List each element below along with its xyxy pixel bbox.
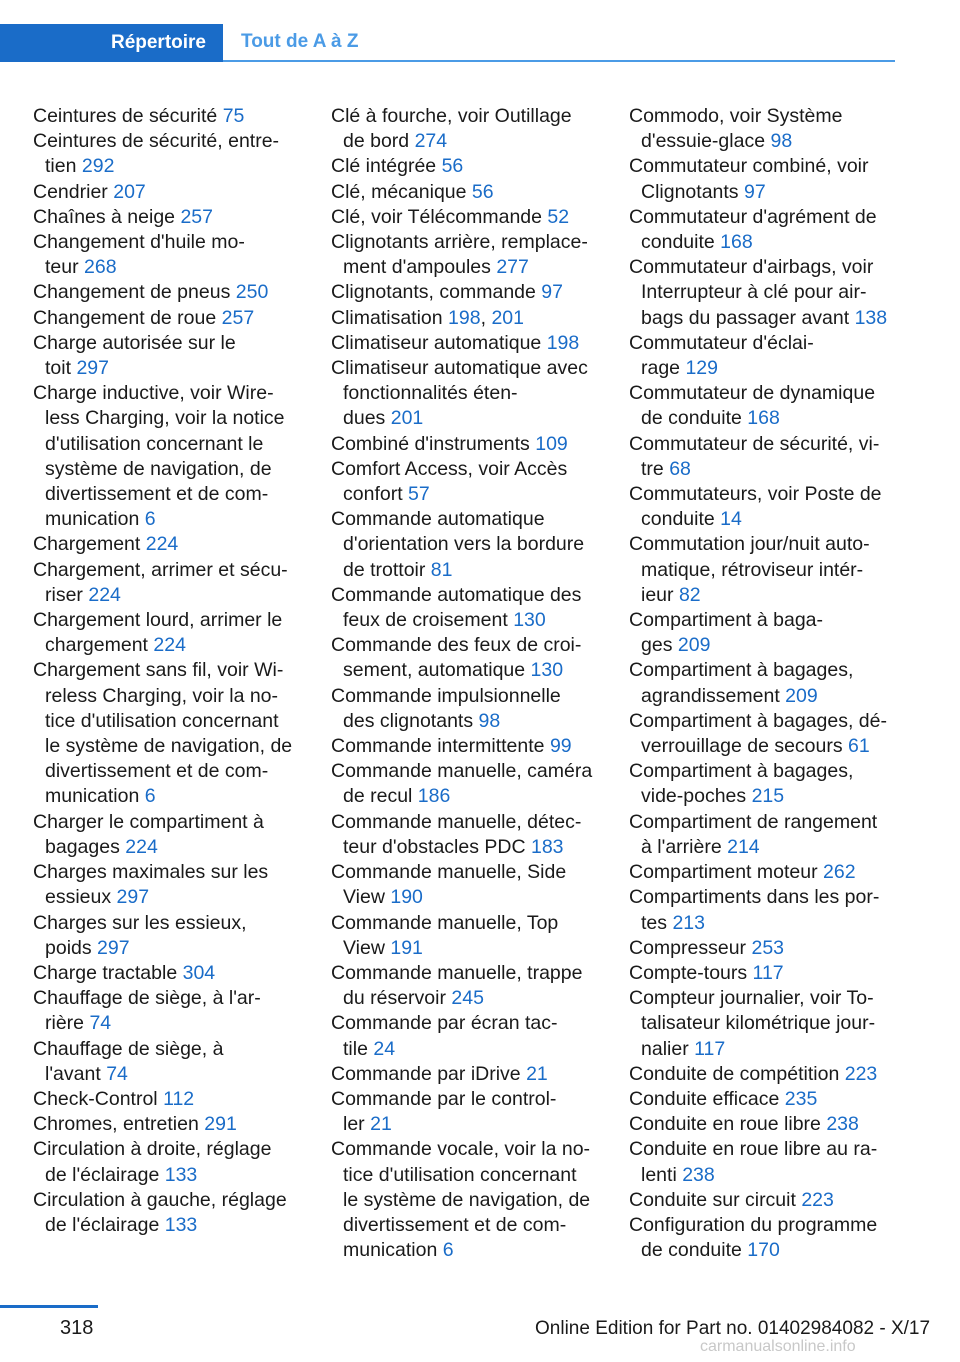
page-link[interactable]: 130 [513, 609, 546, 632]
index-entry: Compte-tours 117 [629, 961, 784, 984]
page-link[interactable]: 56 [441, 155, 464, 178]
page-link[interactable]: 97 [743, 180, 766, 203]
page-link[interactable]: 223 [801, 1188, 834, 1211]
index-entry: Charge autorisée sur le toit 297 [33, 331, 236, 380]
page-link[interactable]: 98 [770, 130, 793, 153]
page-link[interactable]: 198 [546, 331, 580, 354]
index-entry: Changement de roue 257 [33, 306, 255, 329]
index-entry: Climatiseur automatique avec fonctionnalités éten- dues 201 [331, 357, 588, 430]
page-link[interactable]: 6 [442, 1239, 454, 1262]
footer-rule [0, 1305, 98, 1308]
page-link[interactable]: 133 [164, 1163, 198, 1186]
index-column-1 [33, 104, 318, 1238]
page-link[interactable]: 291 [204, 1113, 237, 1136]
page-link[interactable]: 117 [752, 961, 784, 984]
page-link[interactable]: 170 [747, 1239, 780, 1262]
index-entry: Commande par le control- ler 21 [331, 1087, 557, 1136]
page-link[interactable]: 224 [145, 533, 179, 556]
index-entry: Commande vocale, voir la no- tice d'utilisation concernant le système de navigation, de divertissement et de com- munication 6 [331, 1138, 591, 1262]
index-entry: Compartiment à bagages, dé- verrouillage de secours 61 [629, 709, 887, 758]
index-entry: Commande automatique des feux de croisement 130 [331, 583, 582, 632]
index-entry: Compartiments dans les por- tes 213 [629, 886, 880, 934]
page-link[interactable]: 257 [221, 306, 255, 329]
page-link[interactable]: 190 [390, 886, 423, 909]
page-link[interactable]: 52 [547, 205, 570, 228]
index-entry: Ceintures de sécurité 75 [33, 105, 245, 127]
page-link[interactable]: 213 [672, 911, 705, 934]
index-entry: Charge inductive, voir Wire- less Charging, voir la notice d'utilisation concernant le système de navigation, de divertissement et de com- munication 6 [33, 382, 285, 531]
index-entry: Changement de pneus 250 [33, 281, 269, 304]
index-entry: Compartiment à baga- ges 209 [629, 609, 824, 657]
index-entry: Charges maximales sur les essieux 297 [33, 861, 269, 909]
page-link[interactable]: 81 [430, 558, 453, 581]
page-link[interactable]: 297 [76, 357, 109, 380]
page-link[interactable]: 68 [669, 457, 691, 480]
index-entry: Compartiment de rangement à l'arrière 214 [629, 810, 878, 858]
page-link[interactable]: 74 [106, 1062, 128, 1085]
page-link[interactable]: 75 [222, 105, 245, 127]
page-link[interactable]: 292 [81, 155, 115, 178]
index-entry: Commande par écran tac- tile 24 [331, 1012, 558, 1060]
page-link[interactable]: 224 [153, 634, 186, 657]
page-link[interactable]: 268 [84, 256, 117, 279]
page-link[interactable]: 74 [89, 1012, 112, 1035]
page-link[interactable]: 133 [164, 1213, 198, 1236]
watermark: carmanualsonline.info [700, 1338, 856, 1355]
index-entry: Compteur journalier, voir To- talisateur kilométrique jour- nalier 117 [629, 987, 876, 1060]
page-link[interactable]: 297 [97, 936, 130, 959]
index-entry: Conduite en roue libre au ra- lenti 238 [629, 1138, 878, 1186]
index-entry: Commutateur d'agrément de conduite 168 [629, 205, 877, 254]
page-link[interactable]: 117 [694, 1037, 726, 1060]
index-entry: Configuration du programme de conduite 170 [629, 1213, 878, 1262]
index-entry: Commutateur de sécurité, vi- tre 68 [629, 432, 880, 480]
page-link[interactable]: 214 [727, 835, 760, 858]
index-entry: Commande manuelle, trappe du réservoir 245 [331, 961, 583, 1010]
index-entry: Compresseur 253 [629, 936, 785, 959]
page-link[interactable]: 98 [478, 709, 501, 732]
index-entry: Charges sur les essieux, poids 297 [33, 911, 247, 959]
page-link[interactable]: 215 [751, 785, 785, 808]
index-entry: Commutateur d'éclai- rage 129 [629, 331, 814, 380]
edition-note: Online Edition for Part no. 01402984082 - X/17 [535, 1318, 931, 1339]
page-link[interactable]: 274 [414, 130, 448, 153]
page-link[interactable]: 245 [451, 987, 484, 1010]
index-entry: Circulation à droite, réglage de l'éclairage 133 [33, 1138, 272, 1186]
page-link[interactable]: 238 [826, 1113, 859, 1136]
index-entry: Commutateur d'airbags, voir Interrupteur à clé pour air- bags du passager avant 138 [629, 256, 888, 329]
index-entry: Commande manuelle, caméra de recul 186 [331, 760, 593, 808]
index-entry: Clé, voir Télécommande 52 [331, 205, 570, 228]
page-link[interactable]: 253 [751, 936, 785, 959]
page-link[interactable]: 138 [854, 306, 888, 329]
index-entry: Chargement 224 [33, 533, 179, 556]
page-link[interactable]: 109 [535, 432, 568, 455]
index-entry: Conduite de compétition 223 [629, 1062, 878, 1085]
page-link[interactable]: 201 [390, 407, 424, 430]
page-link[interactable]: 130 [530, 659, 564, 682]
index-entry: Commande automatique d'orientation vers la bordure de trottoir 81 [331, 508, 585, 581]
tab-repertoire[interactable]: Répertoire [0, 24, 223, 62]
index-entry: Clé, mécanique 56 [331, 180, 494, 203]
index-entry: Chargement sans fil, voir Wi- reless Charging, voir la no- tice d'utilisation concernant le système de navigation, de divertissement et de com- munication 6 [33, 659, 293, 808]
index-entry: Commande manuelle, détec- teur d'obstacles PDC 183 [331, 810, 582, 858]
index-entry: Clé intégrée 56 [331, 155, 464, 178]
index-entry: Commande impulsionnelle des clignotants 98 [331, 684, 561, 732]
page-link[interactable]: 6 [144, 785, 156, 808]
page-link[interactable]: 238 [682, 1163, 715, 1186]
page-link[interactable]: 304 [182, 961, 216, 984]
page-link[interactable]: 57 [408, 483, 430, 506]
index-entry: Compartiment à bagages, vide-poches 215 [629, 760, 854, 808]
page-link[interactable]: 21 [370, 1113, 392, 1136]
index-entry: Chromes, entretien 291 [33, 1113, 237, 1136]
index-entry: Compartiment à bagages, agrandissement 209 [629, 659, 854, 707]
index-entry: Charge tractable 304 [33, 961, 216, 984]
index-entry: Changement d'huile mo- teur 268 [33, 231, 245, 279]
page-link[interactable]: 97 [541, 281, 563, 304]
index-entry: Commutateurs, voir Poste de conduite 14 [629, 483, 882, 531]
index-entry: Commande des feux de croi- sement, automatique 130 [331, 634, 582, 682]
index-entry: Commande par iDrive 21 [331, 1062, 548, 1085]
page-link[interactable]: 99 [549, 735, 572, 758]
index-entry: Chauffage de siège, à l'ar- rière 74 [33, 987, 261, 1035]
index-entry: Conduite sur circuit 223 [629, 1188, 834, 1211]
index-entry: Chargement, arrimer et sécu- riser 224 [33, 558, 288, 606]
page-link[interactable]: 207 [113, 180, 146, 203]
index-entry: Climatiseur automatique 198 [331, 331, 580, 354]
page-link[interactable]: 168 [720, 231, 753, 254]
page-link[interactable]: 112 [163, 1087, 195, 1110]
page-link[interactable]: 183 [530, 835, 564, 858]
index-entry: Commande manuelle, Side View 190 [331, 861, 567, 909]
page-link[interactable]: 129 [685, 357, 718, 380]
index-entry: Commande intermittente 99 [331, 735, 572, 758]
page-link[interactable]: 198 [448, 306, 481, 329]
tab-tout-de-a-a-z[interactable]: Tout de A à Z [241, 31, 359, 52]
index-entry: Conduite en roue libre 238 [629, 1113, 859, 1136]
page-link[interactable]: 209 [785, 684, 818, 707]
index-entry: Chauffage de siège, à l'avant 74 [33, 1037, 224, 1085]
page-link[interactable]: 82 [678, 583, 701, 606]
page-link[interactable]: 6 [144, 508, 156, 531]
page-link[interactable]: 224 [88, 583, 121, 606]
index-entry: Commande manuelle, Top View 191 [331, 911, 559, 959]
page-link[interactable]: 21 [526, 1062, 548, 1085]
index-entry: Clignotants, commande 97 [331, 281, 563, 304]
page-link[interactable]: 186 [417, 785, 451, 808]
index-entry: Ceintures de sécurité, entre- tien 292 [33, 130, 280, 178]
page-link[interactable]: 250 [235, 281, 269, 304]
index-column-3 [629, 104, 919, 1263]
index-entry: Chargement lourd, arrimer le chargement 224 [33, 609, 283, 657]
index-entry: Comfort Access, voir Accès confort 57 [331, 457, 568, 506]
page-link[interactable]: 277 [496, 256, 529, 279]
index-entry: Commutateur combiné, voir Clignotants 97 [629, 155, 869, 203]
index-entry: Circulation à gauche, réglage de l'éclairage 133 [33, 1188, 287, 1236]
page-link[interactable]: 56 [471, 180, 494, 203]
page-link[interactable]: 223 [844, 1062, 878, 1085]
page-link[interactable]: 235 [784, 1087, 818, 1110]
page-link[interactable]: 262 [823, 861, 856, 884]
page-link[interactable]: 61 [848, 735, 870, 758]
index-entry: Clé à fourche, voir Outillage de bord 274 [331, 105, 572, 153]
page-link[interactable]: 201 [491, 306, 524, 329]
index-entry: Clignotants arrière, remplace- ment d'ampoules 277 [331, 231, 588, 279]
index-entry: Commutation jour/nuit auto- matique, rétroviseur intér- ieur 82 [629, 533, 870, 606]
page-link[interactable]: 14 [720, 508, 742, 531]
index-entry: Combiné d'instruments 109 [331, 432, 568, 455]
index-entry: Climatisation 198, 201 [331, 306, 524, 329]
index-entry: Commodo, voir Système d'essuie-glace 98 [629, 105, 843, 153]
page-link[interactable]: 191 [390, 936, 423, 959]
tab-underline [223, 60, 895, 62]
page-link[interactable]: 257 [180, 205, 213, 228]
index-entry: Charger le compartiment à bagages 224 [33, 810, 264, 858]
page-link[interactable]: 224 [125, 835, 158, 858]
page-link[interactable]: 24 [373, 1037, 396, 1060]
page-link[interactable]: 209 [677, 634, 711, 657]
page-link[interactable]: 297 [116, 886, 150, 909]
index-entry: Conduite efficace 235 [629, 1087, 818, 1110]
index-entry: Chaînes à neige 257 [33, 205, 213, 228]
index-entry: Cendrier 207 [33, 180, 146, 203]
index-entry: Check-Control 112 [33, 1087, 195, 1110]
index-entry: Compartiment moteur 262 [629, 861, 856, 884]
page-number: 318 [60, 1317, 94, 1339]
header-tabs [0, 24, 895, 62]
page-link[interactable]: 168 [747, 407, 780, 430]
index-entry: Commutateur de dynamique de conduite 168 [629, 382, 876, 430]
index-column-2 [331, 104, 616, 1263]
